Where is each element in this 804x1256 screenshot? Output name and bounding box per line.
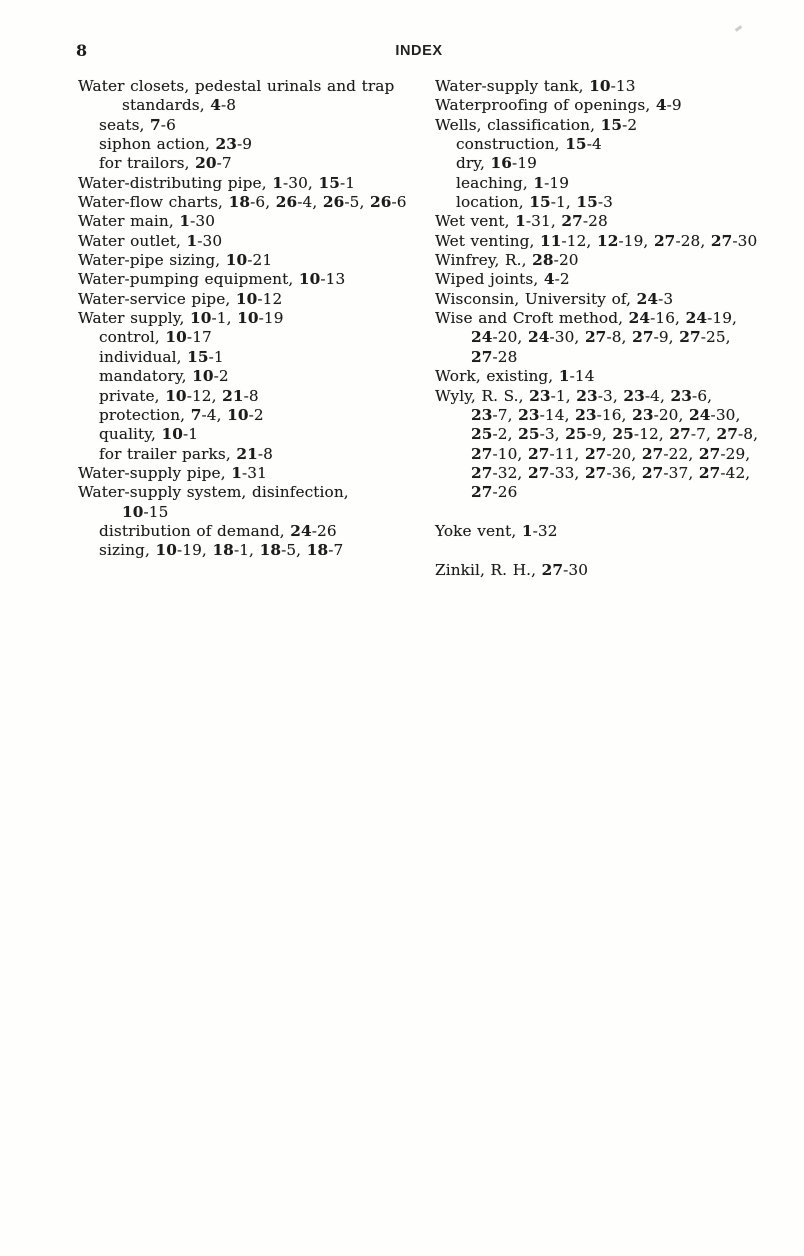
chapter-page-ref: 10 [589,77,611,95]
chapter-page-ref: 16 [490,154,513,173]
chapter-page-ref: 10 [237,309,259,328]
chapter-page-ref: 23 [623,386,645,405]
chapter-page-ref: 27 [541,560,564,579]
index-entry-line: individual, 15-1 [99,347,224,366]
index-entry-line: Water-pumping equipment, 10-13 [78,270,346,289]
chapter-page-ref: 27 [527,444,550,463]
chapter-page-ref: 1 [179,212,191,231]
index-entry-line: Water supply, 10-1, 10-19 [78,309,284,328]
index-entry-line: 27-26 [471,483,518,502]
chapter-page-ref: 27 [584,444,607,463]
index-entry-line: Winfrey, R., 28-20 [435,251,579,270]
chapter-page-ref: 24 [290,521,312,540]
chapter-page-ref: 24 [628,309,651,328]
chapter-page-ref: 21 [236,444,258,463]
index-entry-line: siphon action, 23-9 [99,135,253,154]
index-entry-line: private, 10-12, 21-8 [99,386,259,405]
chapter-page-ref: 7 [150,115,161,134]
chapter-page-ref: 23 [575,405,597,424]
index-entry-line: mandatory, 10-2 [99,367,229,386]
chapter-page-ref: 20 [195,154,217,173]
index-entry-line: 10-15 [122,502,169,521]
chapter-page-ref: 24 [689,405,711,424]
chapter-page-ref: 4 [210,96,222,115]
chapter-page-ref: 27 [653,231,676,250]
index-entry-line: Wells, classification, 15-2 [435,115,638,134]
page-title: INDEX [395,43,443,59]
chapter-page-ref: 10 [227,405,249,424]
index-entry-line: 24-20, 24-30, 27-8, 27-9, 27-25, [471,328,731,347]
chapter-page-ref: 24 [685,309,708,328]
chapter-page-ref: 27 [584,328,607,347]
chapter-page-ref: 15 [565,135,587,154]
index-entry-line: for trailors, 20-7 [99,154,232,173]
chapter-page-ref: 12 [596,231,619,250]
chapter-page-ref: 27 [669,425,691,444]
scan-artifact [735,25,742,31]
index-entry-line: Water-distributing pipe, 1-30, 15-1 [78,173,356,192]
chapter-page-ref: 1 [231,463,242,482]
chapter-page-ref: 10 [122,502,144,521]
index-entry-line: Yoke vent, 1-32 [435,521,558,540]
chapter-page-ref: 10 [225,251,248,270]
index-entry-line: control, 10-17 [99,328,212,347]
chapter-page-ref: 15 [529,193,551,212]
index-entry-line: protection, 7-4, 10-2 [99,405,264,424]
index-entry-line: Wet vent, 1-31, 27-28 [435,212,608,231]
chapter-page-ref: 25 [518,425,540,444]
index-entry-line: for trailer parks, 21-8 [99,444,274,463]
chapter-page-ref: 23 [632,405,654,424]
index-entry-line: Water-service pipe, 10-12 [78,289,283,308]
chapter-page-ref: 23 [576,386,598,405]
page-number: 8 [76,41,88,60]
index-entry-line: Water-supply pipe, 1-31 [78,463,267,482]
chapter-page-ref: 10 [155,541,177,560]
chapter-page-ref: 15 [187,347,209,366]
index-entry-line: standards, 4-8 [122,96,237,115]
chapter-page-ref: 24 [527,328,550,347]
chapter-page-ref: 10 [165,386,187,405]
index-entry-line: seats, 7-6 [99,115,176,134]
chapter-page-ref: 26 [275,193,298,212]
index-entry-line: Wisconsin, University of, 24-3 [435,289,674,308]
chapter-page-ref: 25 [612,425,634,444]
index-entry-line: sizing, 10-19, 18-1, 18-5, 18-7 [99,541,344,560]
chapter-page-ref: 18 [306,541,329,560]
chapter-page-ref: 4 [655,96,667,115]
index-entry-line: Water outlet, 1-30 [78,231,223,250]
chapter-page-ref: 1 [515,212,526,231]
index-entry-line: Water-supply system, disinfection, [78,483,349,502]
index-column-left [78,77,435,580]
chapter-page-ref: 24 [471,328,493,347]
index-entry-line: Water-pipe sizing, 10-21 [78,251,273,270]
chapter-page-ref: 18 [259,541,282,560]
chapter-page-ref: 27 [641,444,664,463]
chapter-page-ref: 23 [215,135,238,154]
index-entry-line: Water-flow charts, 18-6, 26-4, 26-5, 26-6 [78,193,407,212]
index-entry-line: Water closets, pedestal urinals and trap [78,77,395,95]
chapter-page-ref: 11 [540,231,562,250]
index-entry-line: distribution of demand, 24-26 [99,521,337,540]
chapter-page-ref: 1 [186,231,198,250]
chapter-page-ref: 10 [190,309,212,328]
chapter-page-ref: 27 [716,425,739,444]
chapter-page-ref: 10 [298,270,321,289]
chapter-page-ref: 27 [561,212,583,231]
chapter-page-ref: 26 [322,193,345,212]
index-entry-line: leaching, 1-19 [456,173,570,192]
chapter-page-ref: 27 [471,483,493,502]
chapter-page-ref: 23 [670,386,693,405]
index-entry-line: 25-2, 25-3, 25-9, 25-12, 27-7, 27-8, [471,425,759,444]
chapter-page-ref: 1 [558,367,570,386]
chapter-page-ref: 26 [370,193,392,212]
index-columns [78,77,770,580]
chapter-page-ref: 27 [584,463,607,482]
chapter-page-ref: 27 [471,444,493,463]
index-entry-line: quality, 10-1 [99,425,199,444]
index-entry-line: Zinkil, R. H., 27-30 [435,560,589,579]
index-entry-line: Waterproofing of openings, 4-9 [435,96,682,115]
index-entry-line: Wyly, R. S., 23-1, 23-3, 23-4, 23-6, [435,386,713,405]
chapter-page-ref: 27 [471,463,493,482]
chapter-page-ref: 28 [532,251,554,270]
index-entry-line: Wiped joints, 4-2 [435,270,570,289]
chapter-page-ref: 15 [576,193,598,212]
chapter-page-ref: 25 [565,425,587,444]
chapter-page-ref: 27 [698,463,721,482]
chapter-page-ref: 27 [527,463,550,482]
chapter-page-ref: 24 [636,289,659,308]
index-entry-line: Work, existing, 1-14 [435,367,595,386]
chapter-page-ref: 1 [272,173,283,192]
chapter-page-ref: 27 [471,347,493,366]
index-entry-line: 27-10, 27-11, 27-20, 27-22, 27-29, [471,444,751,463]
chapter-page-ref: 4 [543,270,555,289]
chapter-page-ref: 10 [161,425,184,444]
chapter-page-ref: 23 [529,386,551,405]
index-entry-line: Water main, 1-30 [78,212,216,231]
chapter-page-ref: 10 [165,328,187,347]
index-entry-line: 27-28 [471,347,518,366]
chapter-page-ref: 7 [190,405,202,424]
blank-line [435,541,770,560]
blank-line [435,503,770,522]
index-entry-line: Water-supply tank, 10-13 [435,77,636,95]
chapter-page-ref: 27 [679,328,701,347]
chapter-page-ref: 23 [471,405,493,424]
chapter-page-ref: 10 [235,289,258,308]
chapter-page-ref: 27 [641,463,664,482]
index-entry-line: 23-7, 23-14, 23-16, 23-20, 24-30, [471,405,741,424]
index-column-right [435,77,770,580]
chapter-page-ref: 21 [222,386,244,405]
chapter-page-ref: 25 [471,425,493,444]
chapter-page-ref: 18 [212,541,234,560]
chapter-page-ref: 15 [600,115,623,134]
chapter-page-ref: 27 [710,231,733,250]
chapter-page-ref: 1 [533,173,545,192]
index-entry-line: construction, 15-4 [456,135,602,154]
index-entry-line: Wise and Croft method, 24-16, 24-19, [435,309,737,328]
chapter-page-ref: 15 [318,173,340,192]
chapter-page-ref: 27 [632,328,654,347]
index-entry-line: Wet venting, 11-12, 12-19, 27-28, 27-30 [435,231,758,250]
chapter-page-ref: 10 [192,367,214,386]
chapter-page-ref: 27 [698,444,721,463]
chapter-page-ref: 23 [518,405,540,424]
index-entry-line: 27-32, 27-33, 27-36, 27-37, 27-42, [471,463,751,482]
index-entry-line: dry, 16-19 [456,154,537,173]
chapter-page-ref: 1 [521,521,533,540]
chapter-page-ref: 18 [228,193,251,212]
index-entry-line: location, 15-1, 15-3 [456,193,613,212]
